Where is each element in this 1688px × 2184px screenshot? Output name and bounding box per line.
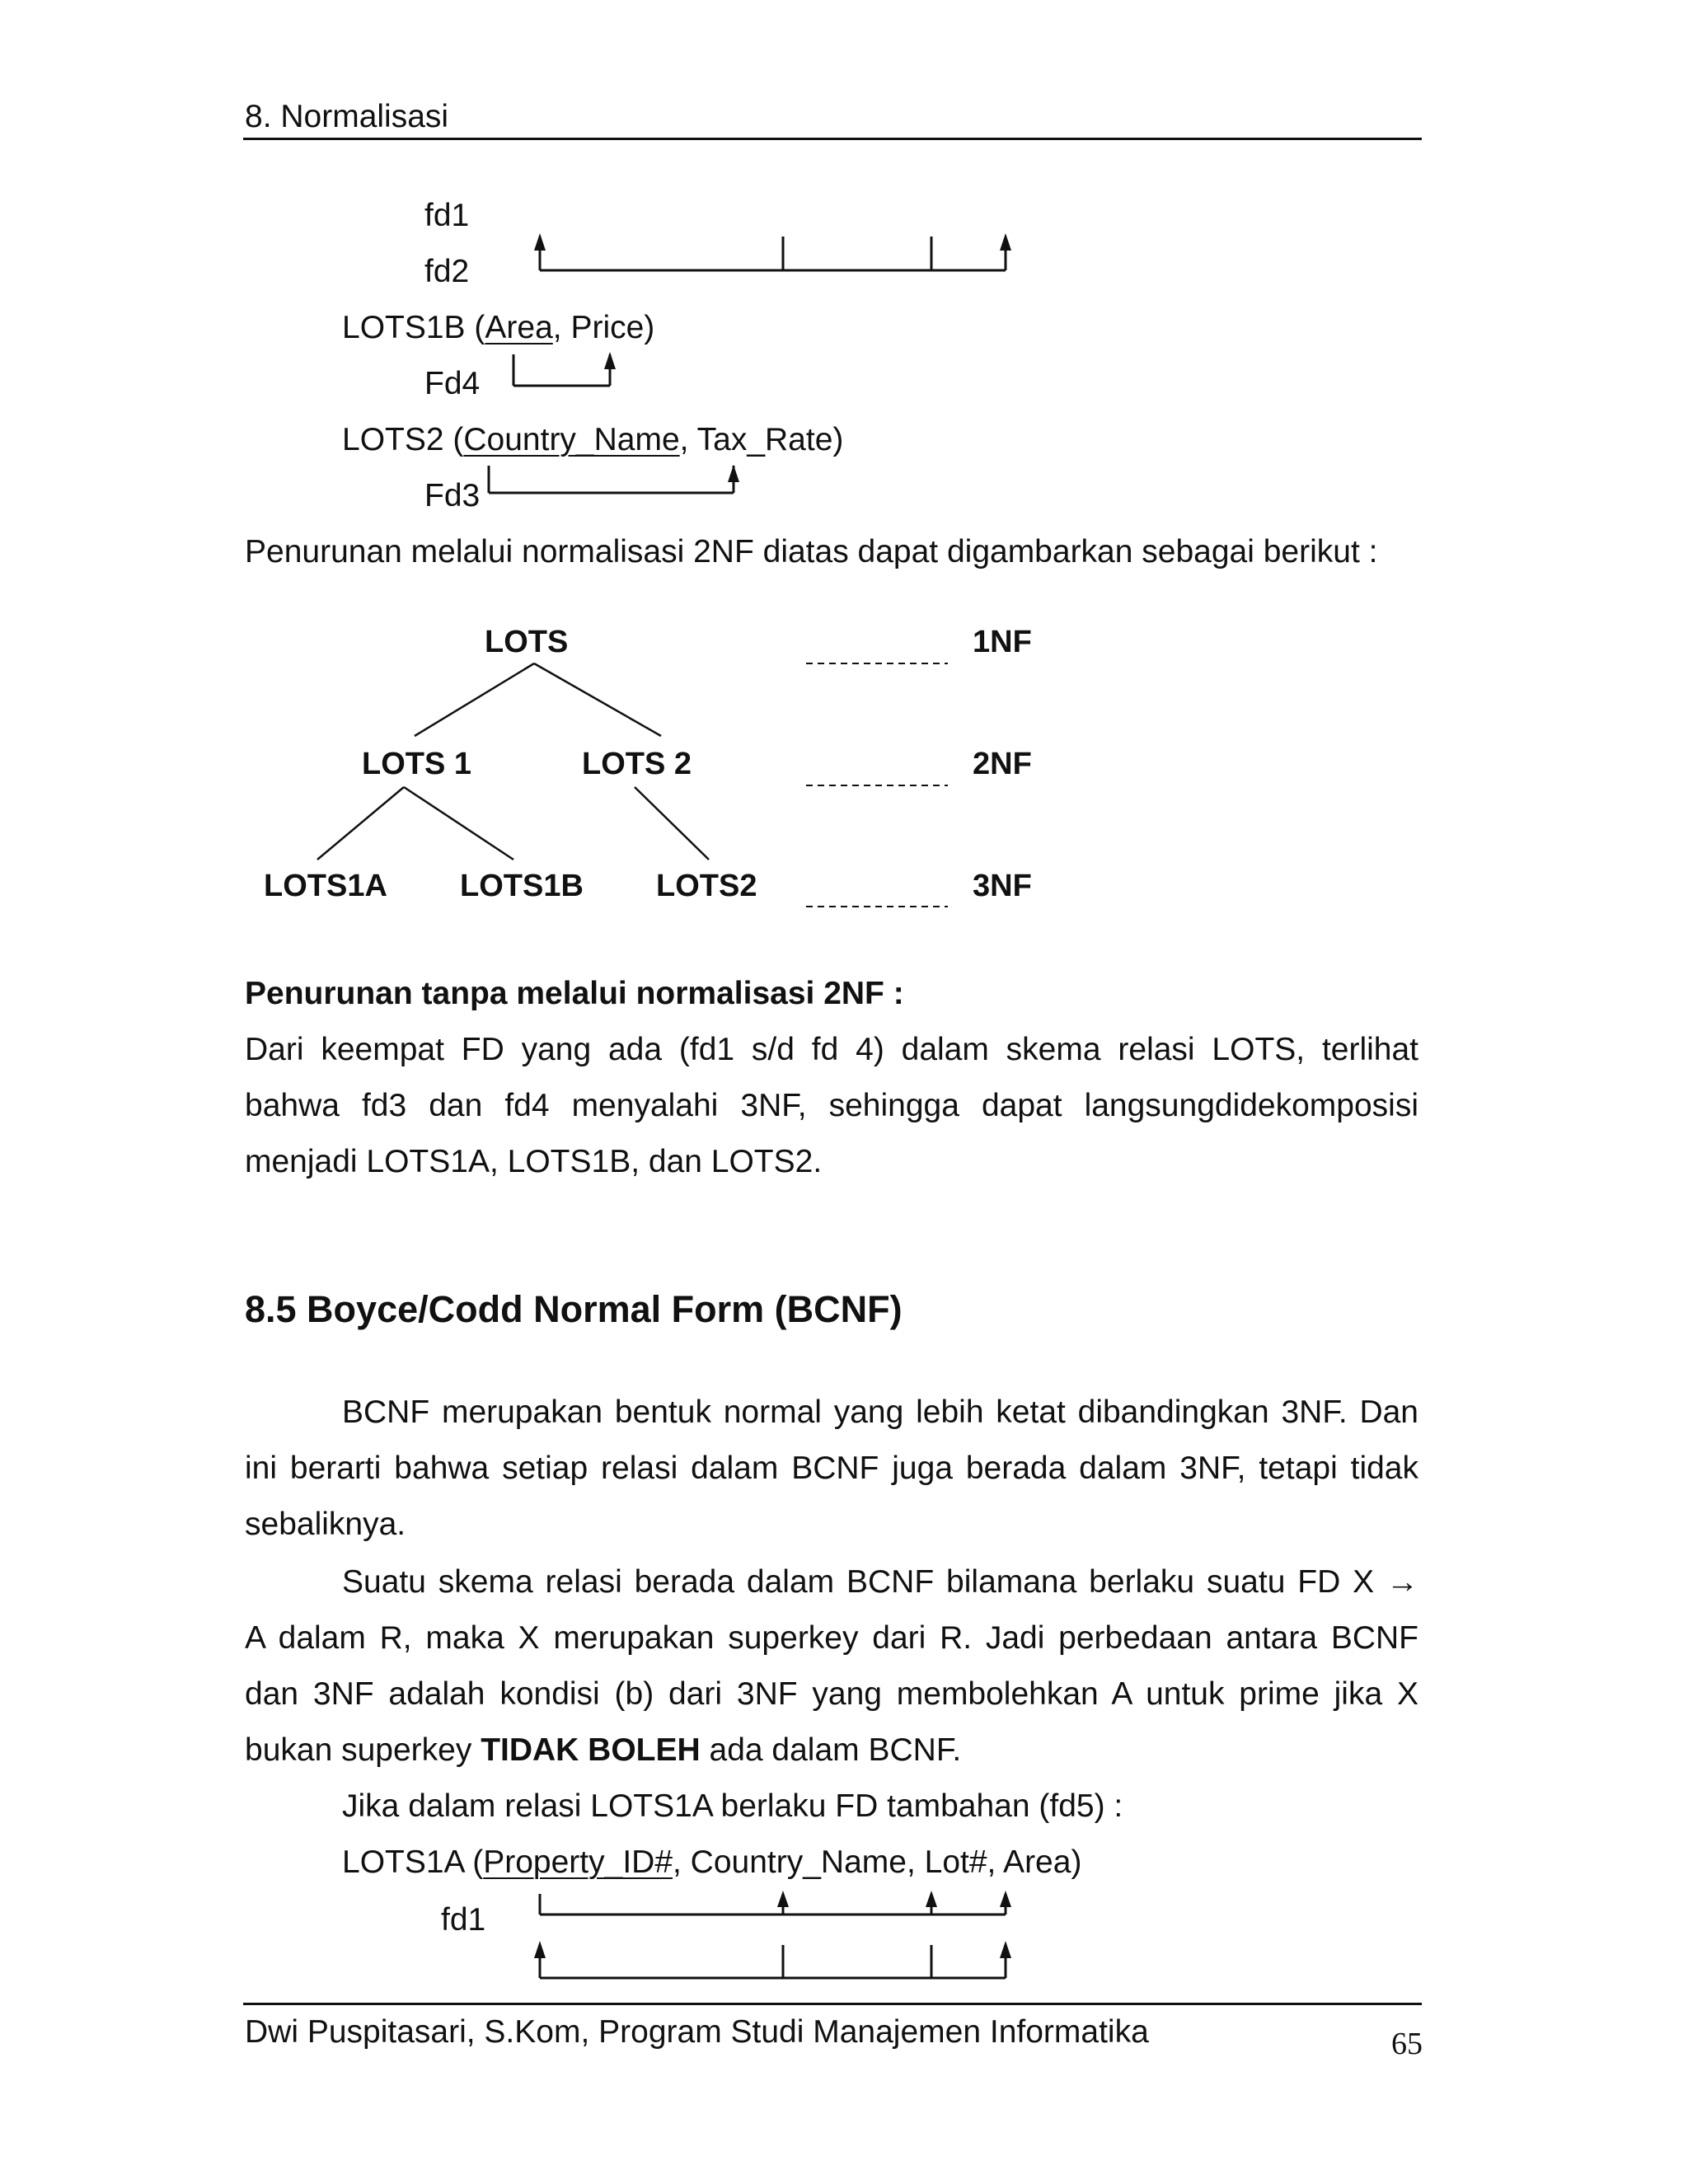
bottom-fd-arrowhead-a: [777, 1891, 789, 1907]
tree-level2-lots2: LOTS 2: [582, 747, 692, 781]
fd2-arrowhead-left: [534, 233, 546, 251]
bottom-fd2-arrowhead-left: [534, 1941, 546, 1958]
footer-rule: [243, 2003, 1422, 2005]
lots1a-rest: , Country_Name, Lot#, Area): [673, 1844, 1082, 1880]
bcnf-p1-line-3: sebaliknya.: [245, 1507, 406, 1542]
intro-sentence: Penurunan melalui normalisasi 2NF diatas dapat digambarkan sebagai berikut :: [245, 534, 1378, 569]
without-2nf-line-1: Dari keempat FD yang ada (fd1 s/d fd 4) dalam skema relasi LOTS, terlihat: [245, 1032, 1418, 1067]
form-3nf: 3NF: [973, 869, 1032, 903]
bcnf-p3: Jika dalam relasi LOTS1A berlaku FD tambahan (fd5) :: [342, 1788, 1123, 1824]
bcnf-p2-post: ada dalam BCNF.: [700, 1732, 962, 1768]
bcnf-p1-line-1: BCNF merupakan bentuk normal yang lebih ketat dibandingkan 3NF. Dan: [342, 1394, 1418, 1430]
bcnf-p2-line-3: dan 3NF adalah kondisi (b) dari 3NF yang membolehkan A untuk prime jika X: [245, 1676, 1418, 1712]
fd2-arrowhead-right: [1000, 233, 1011, 251]
bottom-fd-arrowhead-b: [926, 1891, 937, 1907]
without-2nf-line-2: bahwa fd3 dan fd4 menyalahi 3NF, sehingga dapat langsungdidekomposisi: [245, 1088, 1418, 1123]
page-number: 65: [1391, 2027, 1423, 2061]
fd4-arrow: [513, 354, 610, 386]
without-2nf-line-3: menjadi LOTS1A, LOTS1B, dan LOTS2.: [245, 1144, 823, 1179]
lots2-name: LOTS2 (: [342, 422, 464, 457]
section-title: 8.5 Boyce/Codd Normal Form (BCNF): [245, 1288, 903, 1330]
lots1a-name: LOTS1A (: [342, 1844, 484, 1880]
tree-level3-lots1b: LOTS1B: [460, 869, 584, 903]
lots1b-name: LOTS1B (: [342, 310, 485, 345]
tree-level3-lots1a: LOTS1A: [264, 869, 387, 903]
footer-author: Dwi Puspitasari, S.Kom, Program Studi Manajemen Informatika: [245, 2014, 1149, 2050]
lots2-rest: , Tax_Rate): [679, 422, 844, 457]
fd1-label: fd1: [424, 198, 470, 233]
bcnf-p2-line-2: A dalam R, maka X merupakan superkey dari R. Jadi perbedaan antara BCNF: [245, 1620, 1418, 1656]
tree-level2-lots1: LOTS 1: [362, 747, 472, 781]
tree-root: LOTS: [485, 625, 569, 659]
tree-level3-lots2: LOTS2: [656, 869, 757, 903]
lots1a-key: Property_ID#: [483, 1844, 673, 1880]
bcnf-p2-line-1: Suatu skema relasi berada dalam BCNF bilamana berlaku suatu FD X →: [342, 1564, 1418, 1600]
bcnf-p1-line-2: ini berarti bahwa setiap relasi dalam BCNF juga berada dalam 3NF, tetapi tidak: [245, 1451, 1418, 1486]
bottom-fd2-arrowhead-right: [1000, 1941, 1011, 1958]
lots1b-rest: , Price): [552, 310, 655, 345]
chapter-header: 8. Normalisasi: [245, 99, 449, 134]
bcnf-p2-bold: TIDAK BOLEH: [481, 1732, 701, 1768]
level-dotted-lines: [806, 663, 948, 907]
lots1b-key: Area: [485, 310, 553, 345]
fd4-arrowhead: [604, 352, 616, 369]
fd2-label: fd2: [424, 254, 470, 289]
fd3-arrowhead: [728, 465, 739, 482]
bottom-fd-arrowhead-c: [1000, 1891, 1011, 1907]
without-2nf-heading: Penurunan tanpa melalui normalisasi 2NF :: [245, 976, 904, 1011]
lots1a-relation: [342, 1843, 1081, 1882]
bcnf-p2-line-4: [245, 1731, 961, 1770]
fd3-arrow: [489, 466, 734, 493]
form-1nf: 1NF: [973, 625, 1032, 659]
fd4-label: Fd4: [424, 366, 481, 401]
bottom-fd-arrow-2: [540, 1945, 1006, 1978]
form-2nf: 2NF: [973, 747, 1032, 781]
fd3-label: Fd3: [424, 478, 481, 513]
lots2-key: Country_Name: [463, 422, 680, 457]
fd2-arrow: [540, 237, 1006, 270]
bcnf-p2-pre: bukan superkey: [245, 1732, 481, 1768]
bottom-fd1-label: fd1: [441, 1902, 486, 1938]
